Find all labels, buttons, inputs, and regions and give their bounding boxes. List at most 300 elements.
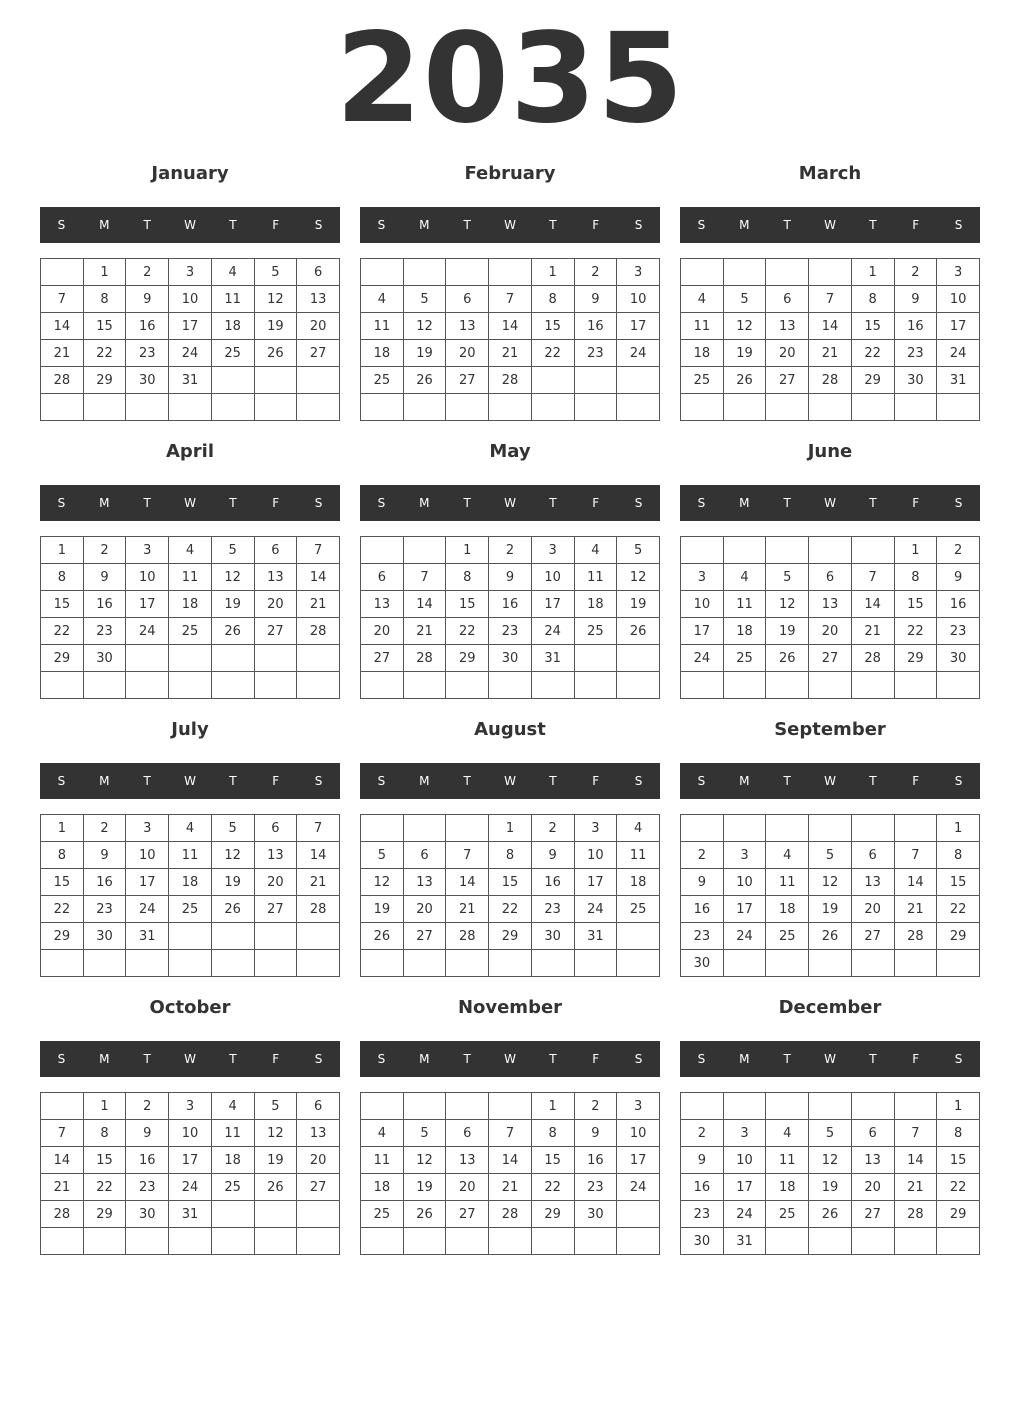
weekday-label: S [377,774,386,788]
day-grid [360,814,660,977]
day-cell: 20 [766,340,809,367]
empty-day-cell [254,672,297,699]
day-cell: 22 [83,1174,126,1201]
day-cell: 7 [297,537,340,564]
empty-day-cell [681,394,724,421]
weekday-label: S [377,218,386,232]
weekday-header [680,207,980,243]
empty-day-cell [531,394,574,421]
weekday-label: T [549,218,557,232]
week-row [361,286,660,313]
day-cell: 13 [446,1147,489,1174]
day-cell: 26 [254,1174,297,1201]
empty-day-cell [809,672,852,699]
day-cell: 17 [531,591,574,618]
day-cell: 4 [766,842,809,869]
empty-day-cell [766,259,809,286]
day-cell: 9 [489,564,532,591]
empty-day-cell [361,672,404,699]
weekday-header [40,485,340,521]
day-cell: 16 [894,313,937,340]
day-grid [40,536,340,699]
day-cell: 29 [489,923,532,950]
day-cell: 16 [126,1147,169,1174]
day-cell: 2 [126,259,169,286]
empty-day-cell [574,394,617,421]
weekday-label: F [272,218,280,232]
day-grid [680,258,980,421]
week-row [41,367,340,394]
day-cell: 2 [531,815,574,842]
day-cell: 31 [531,645,574,672]
day-cell: 30 [681,950,724,977]
day-cell: 3 [531,537,574,564]
weekday-header [360,763,660,799]
day-cell: 31 [723,1228,766,1255]
empty-day-cell [766,537,809,564]
week-row [361,1147,660,1174]
empty-day-cell [489,259,532,286]
day-cell: 17 [723,896,766,923]
empty-day-cell [169,950,212,977]
day-cell: 1 [894,537,937,564]
day-cell: 13 [254,842,297,869]
week-row [41,1228,340,1255]
weekday-label: W [504,496,516,510]
day-cell: 26 [211,896,254,923]
day-cell: 9 [531,842,574,869]
empty-day-cell [446,672,489,699]
empty-day-cell [126,645,169,672]
day-cell: 5 [723,286,766,313]
empty-day-cell [211,1201,254,1228]
day-cell: 28 [809,367,852,394]
empty-day-cell [937,672,980,699]
month-name: October [149,997,231,1018]
day-cell: 12 [403,313,446,340]
week-row [681,896,980,923]
day-cell: 13 [297,286,340,313]
day-cell: 17 [126,869,169,896]
week-row [41,313,340,340]
day-cell: 21 [446,896,489,923]
empty-day-cell [297,645,340,672]
day-cell: 4 [361,286,404,313]
empty-day-cell [446,1228,489,1255]
empty-day-cell [681,1093,724,1120]
week-row [681,537,980,564]
weekday-label: T [869,218,877,232]
day-cell: 25 [361,367,404,394]
weekday-label: S [954,496,963,510]
day-cell: 19 [723,340,766,367]
day-cell: 14 [894,869,937,896]
day-cell: 24 [126,618,169,645]
day-cell: 22 [531,1174,574,1201]
day-cell: 12 [809,869,852,896]
empty-day-cell [83,672,126,699]
day-cell: 28 [851,645,894,672]
empty-day-cell [403,672,446,699]
day-cell: 15 [937,1147,980,1174]
day-cell: 29 [83,1201,126,1228]
week-row [681,815,980,842]
day-cell: 5 [211,537,254,564]
day-cell: 1 [531,259,574,286]
day-cell: 18 [361,340,404,367]
day-grid [40,1092,340,1255]
weekday-label: S [377,1052,386,1066]
day-cell: 20 [446,340,489,367]
weekday-label: T [143,1052,151,1066]
day-cell: 9 [681,869,724,896]
empty-day-cell [83,950,126,977]
day-cell: 22 [489,896,532,923]
day-cell: 27 [254,618,297,645]
day-cell: 21 [894,896,937,923]
day-cell: 23 [937,618,980,645]
empty-day-cell [894,672,937,699]
day-cell: 25 [766,923,809,950]
empty-day-cell [297,923,340,950]
day-cell: 18 [361,1174,404,1201]
day-cell: 27 [403,923,446,950]
day-cell: 22 [531,340,574,367]
empty-day-cell [361,815,404,842]
weekday-label: W [184,496,196,510]
empty-day-cell [723,815,766,842]
day-cell: 21 [297,869,340,896]
weekday-label: S [314,1052,323,1066]
weekday-label: T [783,496,791,510]
empty-day-cell [809,259,852,286]
day-cell: 11 [723,591,766,618]
day-cell: 11 [766,869,809,896]
empty-day-cell [617,1228,660,1255]
empty-day-cell [617,1201,660,1228]
month-name: September [774,719,886,740]
empty-day-cell [126,1228,169,1255]
day-cell: 24 [531,618,574,645]
year-title: 2035 [335,7,685,151]
empty-day-cell [851,1093,894,1120]
weekday-label: T [783,218,791,232]
day-cell: 11 [169,842,212,869]
day-cell: 26 [723,367,766,394]
day-cell: 6 [254,815,297,842]
day-cell: 12 [809,1147,852,1174]
day-cell: 25 [574,618,617,645]
day-cell: 7 [894,1120,937,1147]
day-cell: 24 [126,896,169,923]
day-cell: 9 [83,842,126,869]
week-row [361,842,660,869]
day-cell: 16 [83,869,126,896]
day-cell: 17 [617,1147,660,1174]
empty-day-cell [851,394,894,421]
day-cell: 24 [937,340,980,367]
day-cell: 2 [83,537,126,564]
empty-day-cell [723,672,766,699]
day-cell: 11 [211,1120,254,1147]
empty-day-cell [723,259,766,286]
empty-day-cell [211,672,254,699]
day-cell: 6 [297,1093,340,1120]
weekday-header [360,207,660,243]
week-row [361,394,660,421]
empty-day-cell [361,537,404,564]
day-cell: 12 [211,564,254,591]
day-cell: 11 [574,564,617,591]
empty-day-cell [403,950,446,977]
week-row [681,313,980,340]
empty-day-cell [851,1228,894,1255]
day-grid [680,536,980,699]
empty-day-cell [489,672,532,699]
day-cell: 9 [126,1120,169,1147]
day-cell: 19 [211,869,254,896]
empty-day-cell [489,1228,532,1255]
empty-day-cell [403,1093,446,1120]
weekday-label: T [463,774,471,788]
day-cell: 5 [809,842,852,869]
day-cell: 4 [211,259,254,286]
empty-day-cell [211,950,254,977]
weekday-label: M [99,496,110,510]
day-cell: 8 [446,564,489,591]
empty-day-cell [766,1093,809,1120]
weekday-label: S [697,496,706,510]
day-cell: 31 [574,923,617,950]
day-cell: 16 [489,591,532,618]
day-cell: 25 [617,896,660,923]
day-cell: 25 [766,1201,809,1228]
weekday-label: T [143,218,151,232]
day-cell: 10 [617,286,660,313]
day-cell: 16 [531,869,574,896]
week-row [681,340,980,367]
empty-day-cell [574,1228,617,1255]
day-cell: 20 [254,591,297,618]
day-cell: 30 [489,645,532,672]
week-row [41,896,340,923]
day-cell: 14 [297,564,340,591]
day-cell: 15 [83,1147,126,1174]
day-cell: 10 [681,591,724,618]
day-cell: 25 [169,618,212,645]
empty-day-cell [937,1228,980,1255]
empty-day-cell [83,394,126,421]
day-cell: 25 [211,1174,254,1201]
empty-day-cell [126,950,169,977]
empty-day-cell [617,950,660,977]
empty-day-cell [126,672,169,699]
day-cell: 10 [617,1120,660,1147]
weekday-label: M [739,1052,750,1066]
empty-day-cell [574,645,617,672]
day-cell: 9 [937,564,980,591]
day-cell: 14 [297,842,340,869]
day-cell: 4 [617,815,660,842]
day-cell: 7 [489,286,532,313]
weekday-label: W [184,1052,196,1066]
day-cell: 19 [403,1174,446,1201]
empty-day-cell [617,394,660,421]
day-cell: 4 [766,1120,809,1147]
week-row [681,1093,980,1120]
day-cell: 27 [297,1174,340,1201]
day-cell: 10 [531,564,574,591]
week-row [681,618,980,645]
day-cell: 15 [531,313,574,340]
empty-day-cell [41,1228,84,1255]
empty-day-cell [809,1093,852,1120]
day-cell: 12 [617,564,660,591]
day-cell: 29 [851,367,894,394]
week-row [41,950,340,977]
empty-day-cell [574,672,617,699]
day-cell: 16 [83,591,126,618]
day-cell: 27 [851,1201,894,1228]
empty-day-cell [297,1201,340,1228]
day-cell: 8 [851,286,894,313]
week-row [361,591,660,618]
day-cell: 27 [297,340,340,367]
day-cell: 20 [851,896,894,923]
day-cell: 23 [126,340,169,367]
day-cell: 30 [126,1201,169,1228]
day-cell: 28 [297,896,340,923]
day-cell: 18 [723,618,766,645]
day-cell: 12 [766,591,809,618]
empty-day-cell [531,1228,574,1255]
day-cell: 13 [766,313,809,340]
day-cell: 5 [211,815,254,842]
day-cell: 10 [723,869,766,896]
day-cell: 6 [766,286,809,313]
empty-day-cell [403,537,446,564]
day-cell: 14 [489,1147,532,1174]
day-cell: 30 [531,923,574,950]
weekday-label: S [634,774,643,788]
day-cell: 3 [169,259,212,286]
empty-day-cell [851,950,894,977]
day-cell: 20 [446,1174,489,1201]
day-cell: 1 [83,259,126,286]
day-cell: 5 [361,842,404,869]
day-cell: 26 [254,340,297,367]
week-row [361,313,660,340]
day-cell: 15 [851,313,894,340]
week-row [41,1093,340,1120]
day-cell: 23 [681,923,724,950]
weekday-header [680,485,980,521]
empty-day-cell [254,923,297,950]
weekday-label: S [634,1052,643,1066]
day-cell: 19 [403,340,446,367]
weekday-label: F [912,1052,920,1066]
weekday-label: W [824,774,836,788]
month-name: April [165,441,215,462]
day-cell: 28 [41,367,84,394]
weekday-label: F [272,1052,280,1066]
empty-day-cell [169,394,212,421]
week-row [361,950,660,977]
day-cell: 12 [723,313,766,340]
empty-day-cell [766,394,809,421]
empty-day-cell [489,1093,532,1120]
day-cell: 1 [531,1093,574,1120]
weekday-label: S [57,1052,66,1066]
weekday-label: T [463,496,471,510]
day-cell: 2 [574,1093,617,1120]
week-row [361,1228,660,1255]
empty-day-cell [894,1093,937,1120]
day-cell: 13 [851,1147,894,1174]
empty-day-cell [446,1093,489,1120]
day-cell: 10 [126,564,169,591]
day-cell: 30 [83,923,126,950]
week-row [681,1201,980,1228]
day-cell: 26 [403,367,446,394]
day-grid [680,1092,980,1255]
day-grid [360,258,660,421]
weekday-label: F [592,496,600,510]
weekday-label: F [272,496,280,510]
day-cell: 20 [403,896,446,923]
day-cell: 6 [446,1120,489,1147]
day-cell: 1 [937,815,980,842]
weekday-header [40,763,340,799]
day-cell: 27 [766,367,809,394]
day-cell: 27 [254,896,297,923]
weekday-label: S [314,496,323,510]
empty-day-cell [361,1228,404,1255]
empty-day-cell [169,645,212,672]
empty-day-cell [531,950,574,977]
weekday-label: F [592,1052,600,1066]
day-cell: 6 [361,564,404,591]
empty-day-cell [254,645,297,672]
day-cell: 6 [446,286,489,313]
empty-day-cell [403,1228,446,1255]
week-row [681,1147,980,1174]
day-cell: 4 [361,1120,404,1147]
day-cell: 11 [361,1147,404,1174]
empty-day-cell [617,645,660,672]
week-row [361,896,660,923]
day-cell: 4 [211,1093,254,1120]
day-cell: 30 [937,645,980,672]
day-cell: 7 [851,564,894,591]
day-cell: 3 [126,815,169,842]
day-cell: 29 [531,1201,574,1228]
day-cell: 11 [617,842,660,869]
day-grid [680,814,980,977]
empty-day-cell [489,950,532,977]
day-cell: 16 [681,1174,724,1201]
day-cell: 25 [361,1201,404,1228]
day-cell: 25 [169,896,212,923]
day-cell: 2 [681,1120,724,1147]
day-cell: 11 [211,286,254,313]
empty-day-cell [446,259,489,286]
day-cell: 9 [126,286,169,313]
day-cell: 11 [766,1147,809,1174]
weekday-label: M [99,1052,110,1066]
day-cell: 13 [809,591,852,618]
day-cell: 19 [211,591,254,618]
